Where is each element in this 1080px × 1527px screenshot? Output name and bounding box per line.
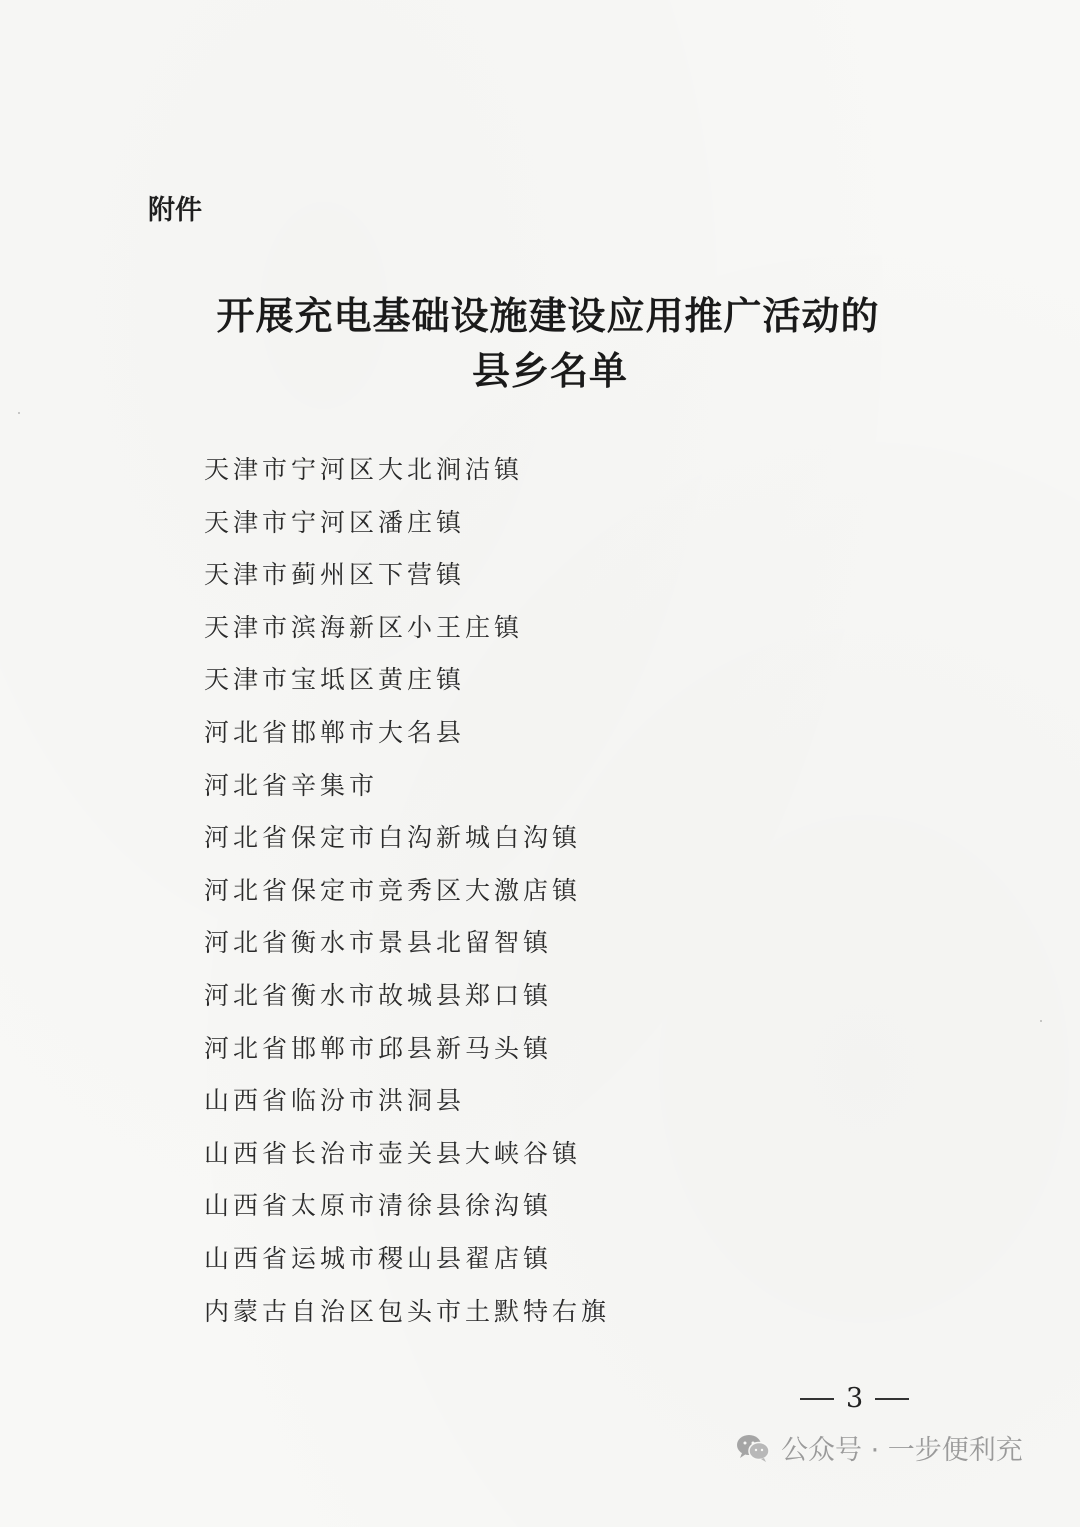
list-item: 天津市宁河区潘庄镇 [204,507,466,537]
page-number-value: 3 [846,1383,864,1414]
list-item: 天津市宝坻区黄庄镇 [204,665,466,695]
list-item: 河北省保定市竞秀区大激店镇 [204,875,582,905]
wechat-icon [735,1432,771,1464]
list-item: 天津市滨海新区小王庄镇 [204,612,524,642]
list-item: 河北省衡水市故城县郑口镇 [204,980,553,1010]
document-title-line1: 开展充电基础设施建设应用推广活动的 [216,293,880,338]
list-item: 山西省临汾市洪洞县 [204,1086,466,1116]
page-number-dash-right [875,1398,909,1400]
county-town-list [204,451,610,1345]
document-title-line2: 县乡名单 [471,348,628,393]
list-item: 河北省辛集市 [204,770,379,800]
scan-speck [18,412,20,414]
page-number-dash-left [800,1398,834,1400]
watermark-text: 公众号 · 一步便利充 [781,1435,1023,1466]
list-item: 河北省邯郸市大名县 [204,717,466,747]
list-item: 河北省保定市白沟新城白沟镇 [204,823,582,853]
list-item: 河北省邯郸市邱县新马头镇 [204,1033,553,1063]
list-item: 天津市蓟州区下营镇 [204,560,466,590]
list-item: 天津市宁河区大北涧沽镇 [204,455,524,484]
list-item: 山西省长治市壶关县大峡谷镇 [204,1138,582,1168]
page-number [800,1383,909,1414]
list-item: 内蒙古自治区包头市土默特右旗 [204,1296,611,1326]
scan-speck [1040,1020,1042,1022]
list-item: 山西省太原市清徐县徐沟镇 [204,1191,553,1221]
watermark [735,1428,1023,1467]
attachment-label: 附件 [148,195,202,226]
list-item: 山西省运城市稷山县翟店镇 [204,1243,553,1273]
list-item: 河北省衡水市景县北留智镇 [204,928,553,958]
